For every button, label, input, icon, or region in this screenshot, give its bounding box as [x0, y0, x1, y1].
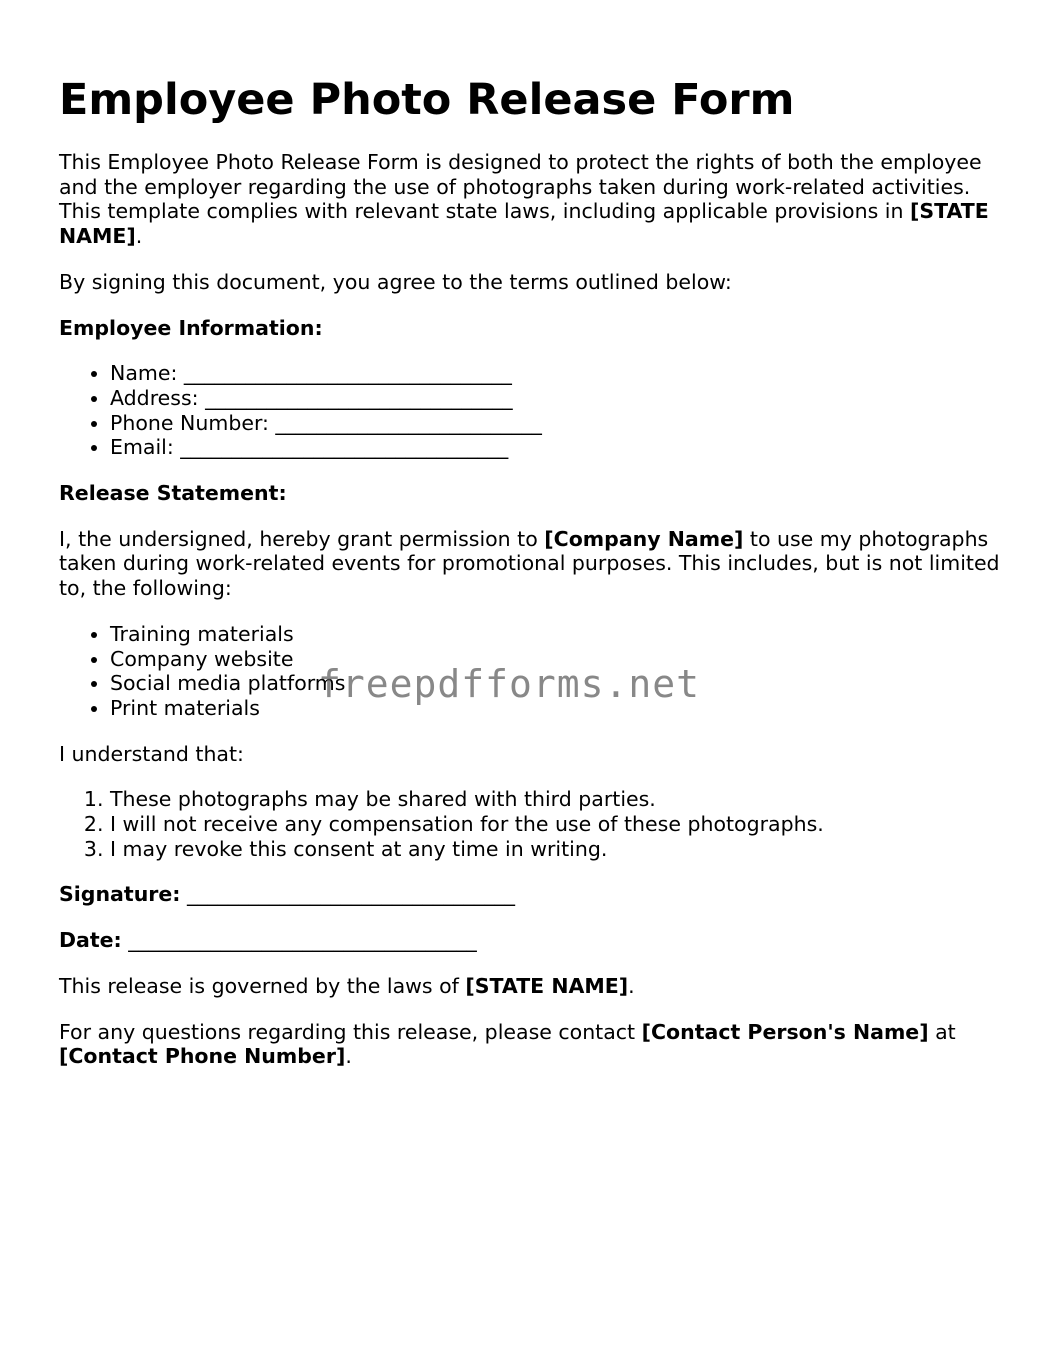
contact-phone-placeholder: [Contact Phone Number] [59, 1044, 346, 1069]
watermark-text: freepdfforms.net [318, 662, 701, 706]
governed-paragraph: This release is governed by the laws of [STATE NAME]. [59, 973, 635, 998]
list-item: • Training materials [110, 622, 1009, 647]
intro-text: This Employee Photo Release Form is designed to protect the rights of both the employee and the employer regarding the use of photographs taken during work-related activities. This template complies with relevant state laws, including applicable provisions in [59, 150, 982, 224]
intro-paragraph: This Employee Photo Release Form is designed to protect the rights of both the employee and the employer regarding the use of photographs taken during work-related activities. This template complies with relevant state laws, including applicable provisions in [STATE NAME]. [59, 150, 989, 249]
contact-person-placeholder: [Contact Person's Name] [641, 1019, 929, 1044]
agree-paragraph: By signing this document, you agree to the terms outlined below: [59, 269, 732, 294]
list-item: • Social media platforms [110, 671, 1009, 696]
date-blank[interactable]: __________________________________ [121, 928, 477, 953]
release-paragraph: I, the undersigned, hereby grant permission to [Company Name] to use my photographs taken during work-related events for promotional purposes. This includes, but is not limited to, the following: [59, 526, 1000, 601]
phone-number-field[interactable]: • Phone Number: __________________________ [110, 411, 1009, 436]
date-line[interactable] [59, 928, 1009, 953]
email-field[interactable]: • Email: ________________________________ [110, 435, 1009, 460]
name-field[interactable]: • Name: ________________________________ [110, 361, 1009, 386]
state-name-placeholder: [STATE NAME] [59, 199, 989, 249]
signature-blank[interactable]: ________________________________ [180, 882, 516, 907]
list-item: 2. I will not receive any compensation for the use of these photographs. [110, 812, 1009, 837]
list-item: • Company website [110, 647, 1009, 672]
contact-paragraph: For any questions regarding this release, please contact [Contact Person's Name] at [Contact Phone Number]. [59, 1019, 956, 1069]
list-item: 3. I may revoke this consent at any time in writing. [110, 837, 1009, 862]
release-statement-heading: Release Statement: [59, 481, 287, 506]
signature-label: Signature: [59, 882, 181, 907]
list-item: 1. These photographs may be shared with third parties. [110, 787, 1009, 812]
employee-info-heading: Employee Information: [59, 315, 323, 340]
understand-intro: I understand that: [59, 741, 244, 766]
company-name-placeholder: [Company Name] [544, 526, 744, 551]
page-title: Employee Photo Release Form [59, 75, 795, 125]
signature-line[interactable] [59, 882, 1009, 907]
address-field[interactable]: • Address: ______________________________ [110, 386, 1009, 411]
document-page [59, 74, 1009, 1090]
date-label: Date: [59, 928, 122, 953]
understand-list [59, 787, 1009, 861]
state-name-placeholder: [STATE NAME] [465, 973, 629, 998]
list-item: • Print materials [110, 696, 1009, 721]
usage-list [59, 622, 1009, 721]
employee-info-list [59, 361, 1009, 460]
